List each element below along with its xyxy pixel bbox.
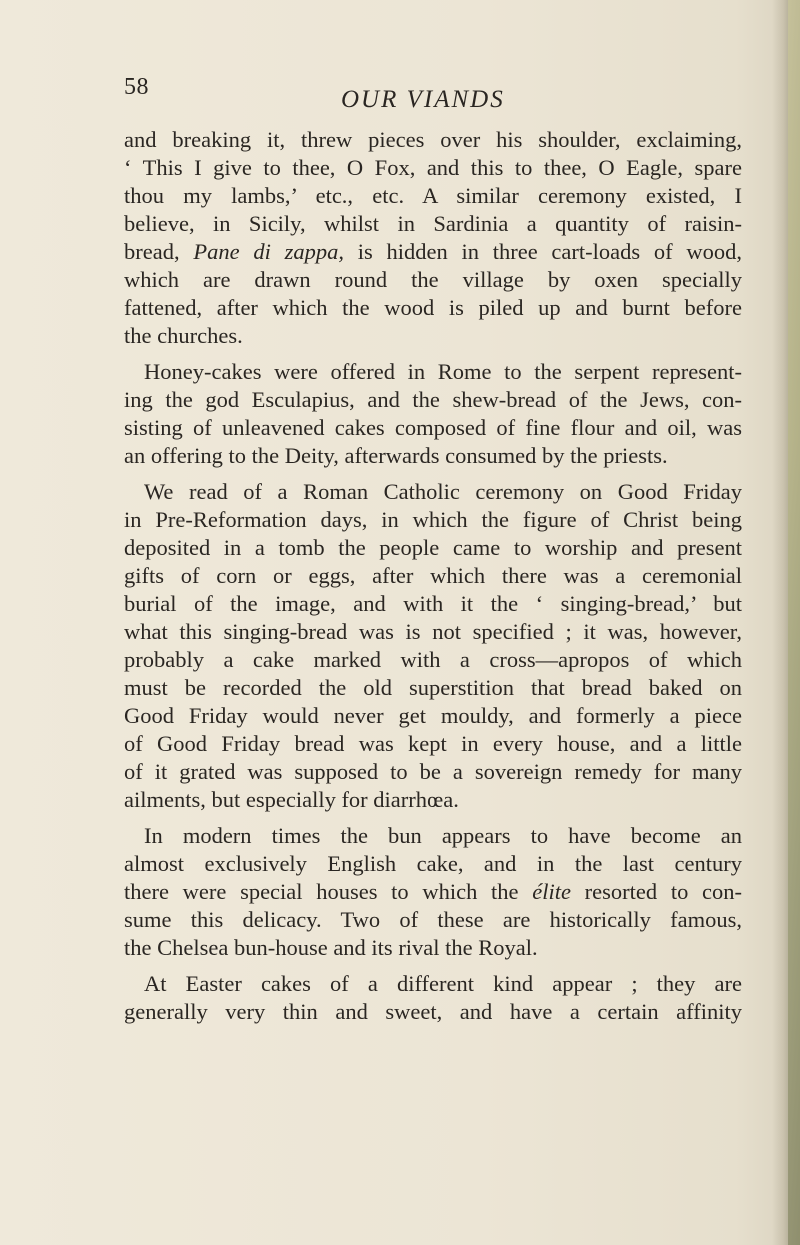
text-line: ing the god Esculapius, and the shew-bread of the Jews, con- [124, 387, 742, 412]
text-line [124, 878, 742, 906]
text-line: ailments, but especially for diarrhœa. [124, 787, 459, 812]
text-line: burial of the image, and with it the ‘ singing-bread,’ but [124, 591, 742, 616]
text-line: sisting of unleavened cakes composed of fine flour and oil, was [124, 415, 742, 440]
text-line: the churches. [124, 323, 243, 348]
text-line: probably a cake marked with a cross—apropos of which [124, 647, 742, 672]
text-segment: resorted to con- [570, 879, 742, 904]
text-line: fattened, after which the wood is piled up and burnt before [124, 295, 742, 320]
text-line: believe, in Sicily, whilst in Sardinia a quantity of raisin- [124, 211, 742, 236]
text-line: an offering to the Deity, afterwards consumed by the priests. [124, 443, 668, 468]
text-line: gifts of corn or eggs, after which there was a ceremonial [124, 563, 742, 588]
text-line: of Good Friday bread was kept in every house, and a little [124, 731, 742, 756]
text-line: the Chelsea bun-house and its rival the Royal. [124, 935, 538, 960]
italic-phrase: élite [532, 879, 571, 904]
text-line: almost exclusively English cake, and in the last century [124, 851, 742, 876]
text-line: generally very thin and sweet, and have a certain affinity [124, 999, 742, 1024]
text-line: Honey-cakes were offered in Rome to the serpent represent- [144, 359, 742, 384]
text-line: We read of a Roman Catholic ceremony on Good Friday [144, 479, 742, 504]
text-line: and breaking it, threw pieces over his shoulder, exclaiming, [124, 127, 742, 152]
text-segment: is hidden in three cart-loads of wood, [343, 239, 742, 264]
body-text [124, 126, 742, 1026]
text-line: of it grated was supposed to be a sovereign remedy for many [124, 759, 742, 784]
text-segment: there were special houses to which the [124, 879, 533, 904]
text-line [124, 238, 742, 266]
text-line: In modern times the bun appears to have become an [144, 823, 742, 848]
text-line: deposited in a tomb the people came to worship and present [124, 535, 742, 560]
text-line: which are drawn round the village by oxen specially [124, 267, 742, 292]
text-segment: bread, [124, 239, 194, 264]
text-line: At Easter cakes of a different kind appear ; they are [144, 971, 742, 996]
text-line: in Pre-Reformation days, in which the figure of Christ being [124, 507, 742, 532]
running-head: OUR VIANDS [341, 86, 505, 113]
italic-phrase: Pane di zappa, [193, 239, 344, 264]
page-edge-strip [788, 0, 800, 1245]
page-header [124, 74, 724, 114]
text-line: thou my lambs,’ etc., etc. A similar ceremony existed, I [124, 183, 742, 208]
text-line: what this singing-bread was is not specified ; it was, however, [124, 619, 742, 644]
page-number: 58 [124, 74, 149, 100]
text-line: sume this delicacy. Two of these are historically famous, [124, 907, 742, 932]
text-line: must be recorded the old superstition that bread baked on [124, 675, 742, 700]
text-line: Good Friday would never get mouldy, and formerly a piece [124, 703, 742, 728]
text-line: ‘ This I give to thee, O Fox, and this to thee, O Eagle, spare [124, 155, 742, 180]
